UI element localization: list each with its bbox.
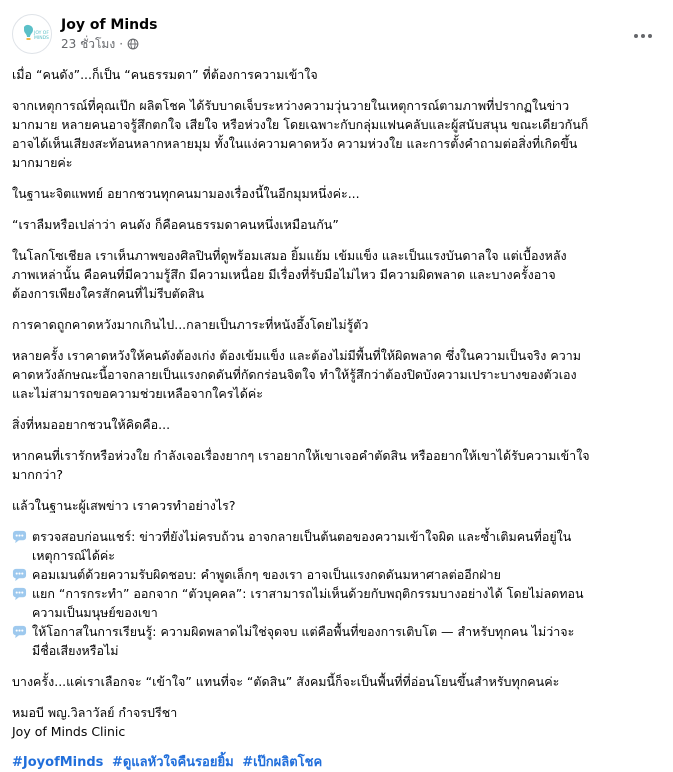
text-line: และไม่สามารถขอความช่วยเหลือจากใครได้ค่ะ — [12, 386, 263, 401]
text-line: การคาดถูกคาดหวังมากเกินไป...กลายเป็นภาระที่หนังอึ้งโดยไม่รู้ตัว — [12, 317, 369, 332]
text-line: แล้วในฐานะผู้เสพข่าว เราควรทำอย่างไร? — [12, 498, 236, 513]
paragraph-closing — [12, 672, 661, 691]
paragraph-quote — [12, 215, 661, 234]
text-line: มีชื่อเสียงหรือไม่ — [32, 643, 119, 658]
text-line: มากกว่า? — [12, 467, 64, 482]
globe-icon — [127, 38, 139, 50]
hashtags — [12, 753, 661, 772]
post-subline — [61, 36, 157, 52]
paragraph-event — [12, 96, 661, 172]
list-item — [12, 527, 661, 565]
paragraph-expectation — [12, 315, 661, 334]
text-line: ในโลกโซเชียล เราเห็นภาพของศิลปินที่ดูพร้อมเสมอ ยิ้มแย้ม เข้มแข็ง และเป็นแรงบันดาลใจ แต่เบื้องหลัง — [12, 248, 567, 263]
post-time[interactable]: 23 ชั่วโมง — [61, 37, 116, 51]
more-dots-icon — [633, 33, 653, 39]
text-line: แยก “การกระทำ” ออกจาก “ตัวบุคคล”: เราสามารถไม่เห็นด้วยกับพฤติกรรมบางอย่างได้ โดยไม่ลดทอน — [32, 586, 584, 601]
page-name[interactable]: Joy of Minds — [61, 17, 158, 33]
separator-dot: · — [119, 37, 124, 51]
text-line: ให้โอกาสในการเรียนรู้: ความผิดพลาดไม่ใช่จุดจบ แต่คือพื้นที่ของการเติบโต — สำหรับทุกคน ไม่ว่าจะ — [32, 624, 575, 639]
paragraph-how — [12, 496, 661, 515]
text-line: ความเป็นมนุษย์ของเขา — [32, 605, 158, 620]
text-line: คาดหวังลักษณะนี้อาจกลายเป็นแรงกดดันที่กัดกร่อนจิตใจ ทำให้รู้สึกว่าต้องปิดบังความเปราะบางของตัวเอง — [12, 367, 577, 382]
text-line: ในฐานะจิตแพทย์ อยากชวนทุกคนมามองเรื่องนี้ในอีกมุมหนึ่งค่ะ... — [12, 186, 360, 201]
text-line: “เราลืมหรือเปล่าว่า คนดัง ก็คือคนธรรมดาคนหนึ่งเหมือนกัน” — [12, 217, 339, 232]
text-line: จากเหตุการณ์ที่คุณเป๊ก ผลิตโชค ได้รับบาดเจ็บระหว่างความวุ่นวายในเหตุการณ์ตามภาพที่ปรากฏในข่าว — [12, 98, 570, 113]
speech-bubble-icon — [12, 624, 27, 639]
text-line: ภาพเหล่านั้น คือคนที่มีความรู้สึก มีความเหนื่อย มีเรื่องที่รับมือไม่ไหว มีความผิดพลาด และบางครั้งอาจ — [12, 267, 556, 282]
paragraph-social — [12, 246, 661, 303]
paragraph-pressure — [12, 346, 661, 403]
paragraph-question — [12, 446, 661, 484]
text-line: เมื่อ “คนดัง”...ก็เป็น “คนธรรมดา” ที่ต้องการความเข้าใจ — [12, 67, 318, 82]
text-line: หากคนที่เรารักหรือห่วงใย กำลังเจอเรื่องยากๆ เราอยากให้เขาเจอคำตัดสิน หรืออยากให้เขาได้รับความเข้าใจ — [12, 448, 590, 463]
hashtag-link[interactable]: #ดูแลหัวใจคืนรอยยิ้ม — [111, 755, 234, 770]
text-line: สิ่งที่หมออยากชวนให้คิดคือ... — [12, 417, 171, 432]
text-line: คอมเมนต์ด้วยความรับผิดชอบ: คำพูดเล็กๆ ของเรา อาจเป็นแรงกดดันมหาศาลต่ออีกฝ่าย — [32, 567, 501, 582]
text-line: มากมาย หลายคนอาจรู้สึกตกใจ เสียใจ หรือห่วงใย โดยเฉพาะกับกลุ่มแฟนคลับและผู้สนับสนุน ขณะเดียวกันก็ — [12, 117, 589, 132]
paragraph-psychiatrist — [12, 184, 661, 203]
text-line: หลายครั้ง เราคาดหวังให้คนดังต้องเก่ง ต้องเข้มแข็ง และต้องไม่มีพื้นที่ให้ผิดพลาด ซึ่งในความเป็นจริง ความ — [12, 348, 581, 363]
author-name: หมอบี พญ.วิลาวัลย์ กำจรปรีชา — [12, 705, 178, 720]
hashtag-link[interactable]: #JoyofMinds — [12, 755, 104, 770]
joy-of-minds-logo — [14, 16, 50, 52]
tips-list — [12, 527, 661, 660]
speech-bubble-icon — [12, 567, 27, 582]
list-item — [12, 622, 661, 660]
text-line: บางครั้ง...แค่เราเลือกจะ “เข้าใจ” แทนที่จะ “ตัดสิน” สังคมนี้ก็จะเป็นพื้นที่ที่อ่อนโยนขึ้นสำหรับทุกคนค่ะ — [12, 674, 560, 689]
text-line: ตรวจสอบก่อนแชร์: ข่าวที่ยังไม่ครบถ้วน อาจกลายเป็นต้นตอของความเข้าใจผิด และซ้ำเติมคนที่อยู่ใน — [32, 529, 572, 544]
svg-text:JOY OF: JOY OF — [34, 31, 49, 36]
list-item — [12, 584, 661, 622]
post-meta — [61, 16, 157, 52]
paragraph-think — [12, 415, 661, 434]
signature — [12, 703, 661, 741]
clinic-name: Joy of Minds Clinic — [12, 724, 126, 739]
post-header — [12, 12, 661, 56]
hashtag-link[interactable]: #เป๊กผลิตโชค — [242, 755, 323, 770]
post-body — [12, 65, 661, 772]
page-avatar[interactable] — [12, 14, 52, 54]
list-item — [12, 565, 661, 584]
speech-bubble-icon — [12, 529, 27, 544]
paragraph-intro — [12, 65, 661, 84]
text-line: ต้องการเพียงใครสักคนที่ไม่รีบตัดสิน — [12, 286, 205, 301]
text-line: เหตุการณ์ได้ค่ะ — [32, 548, 116, 563]
text-line: มากมายค่ะ — [12, 155, 73, 170]
more-options-button[interactable] — [625, 18, 661, 54]
svg-text:MINDS: MINDS — [34, 36, 49, 41]
text-line: อาจได้เห็นเสียงสะท้อนหลากหลายมุม ทั้งในแง่ความคาดหวัง ความห่วงใย และการตั้งคำถามต่อสิ่งที่เกิดขึ้น — [12, 136, 578, 151]
speech-bubble-icon — [12, 586, 27, 601]
